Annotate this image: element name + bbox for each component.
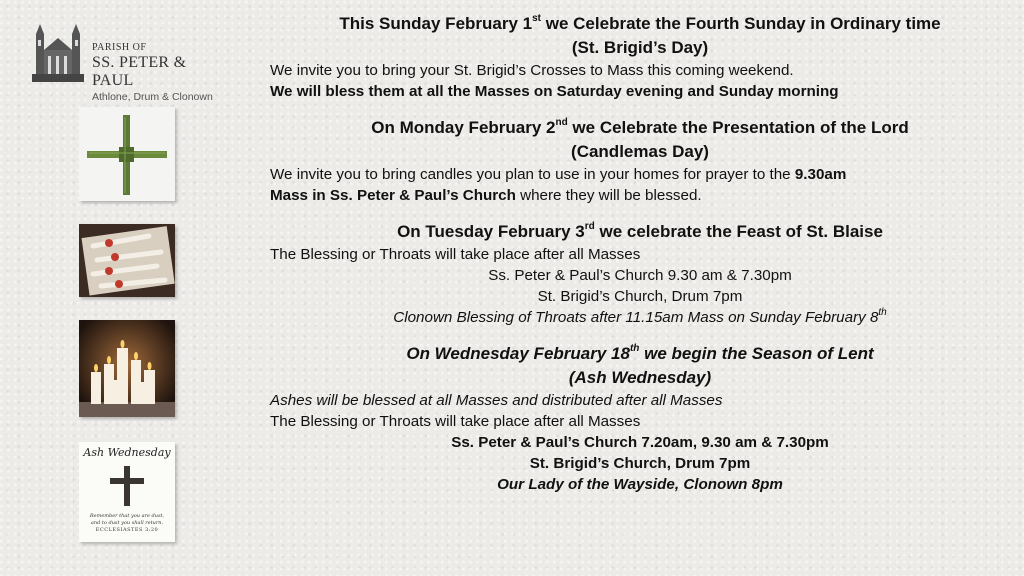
section-monday [270, 116, 1010, 206]
wednesday-text-5: Our Lady of the Wayside, Clonown 8pm [497, 476, 783, 493]
logo-line-2: SS. PETER & PAUL [92, 54, 187, 89]
wednesday-heading: On Wednesday February 18th we begin the Season of Lent [406, 343, 874, 363]
monday-text-1: We invite you to bring candles you plan to use in your homes for prayer to the 9.30am [270, 166, 847, 183]
ash-quote-1: Remember that you are dust, [89, 513, 165, 519]
ash-wednesday-card [79, 442, 175, 542]
section-wednesday [270, 342, 1010, 495]
logo-line-1: PARISH OF [92, 42, 147, 53]
st-brigids-cross-image [79, 107, 175, 201]
tuesday-text-3: St. Brigid’s Church, Drum 7pm [537, 288, 743, 305]
ash-quote-2: and to dust you shall return. [90, 520, 164, 526]
ash-quote-ref: ECCLESIASTES 3:20 [95, 527, 159, 533]
sunday-heading: This Sunday February 1st we Celebrate the Fourth Sunday in Ordinary time [339, 13, 941, 33]
sunday-text-2: We will bless them at all the Masses on Saturday evening and Sunday morning [270, 83, 839, 100]
sunday-subheading: (St. Brigid’s Day) [571, 38, 709, 57]
parish-logo [30, 20, 230, 103]
monday-heading: On Monday February 2nd we Celebrate the Presentation of the Lord [371, 117, 909, 137]
tuesday-text-4: Clonown Blessing of Throats after 11.15am Mass on Sunday February 8th [393, 306, 887, 326]
announcements [270, 12, 1010, 495]
candles-with-ribbons-image [79, 224, 175, 297]
monday-subheading: (Candlemas Day) [571, 142, 709, 161]
tuesday-heading: On Tuesday February 3rd we celebrate the Feast of St. Blaise [397, 221, 883, 241]
wednesday-text-4: St. Brigid’s Church, Drum 7pm [529, 455, 751, 472]
monday-text-2: Mass in Ss. Peter & Paul’s Church where they will be blessed. [270, 187, 702, 204]
section-tuesday [270, 220, 1010, 328]
wednesday-subheading: (Ash Wednesday) [568, 368, 712, 387]
ash-wednesday-card-title: Ash Wednesday [83, 446, 171, 459]
wednesday-text-2: The Blessing or Throats will take place after all Masses [270, 413, 641, 430]
wednesday-text-1: Ashes will be blessed at all Masses and distributed after all Masses [270, 392, 723, 409]
church-icon [30, 20, 86, 86]
section-sunday [270, 12, 1010, 102]
lit-candles-image [79, 320, 175, 417]
tuesday-text-2: Ss. Peter & Paul’s Church 9.30 am & 7.30pm [488, 267, 792, 284]
logo-text [92, 42, 230, 103]
wednesday-text-3: Ss. Peter & Paul’s Church 7.20am, 9.30 am & 7.30pm [451, 434, 829, 451]
logo-line-3: Athlone, Drum & Clonown [92, 91, 213, 103]
sunday-text-1: We invite you to bring your St. Brigid’s Crosses to Mass this coming weekend. [270, 62, 794, 79]
tuesday-text-1: The Blessing or Throats will take place after all Masses [270, 246, 641, 263]
